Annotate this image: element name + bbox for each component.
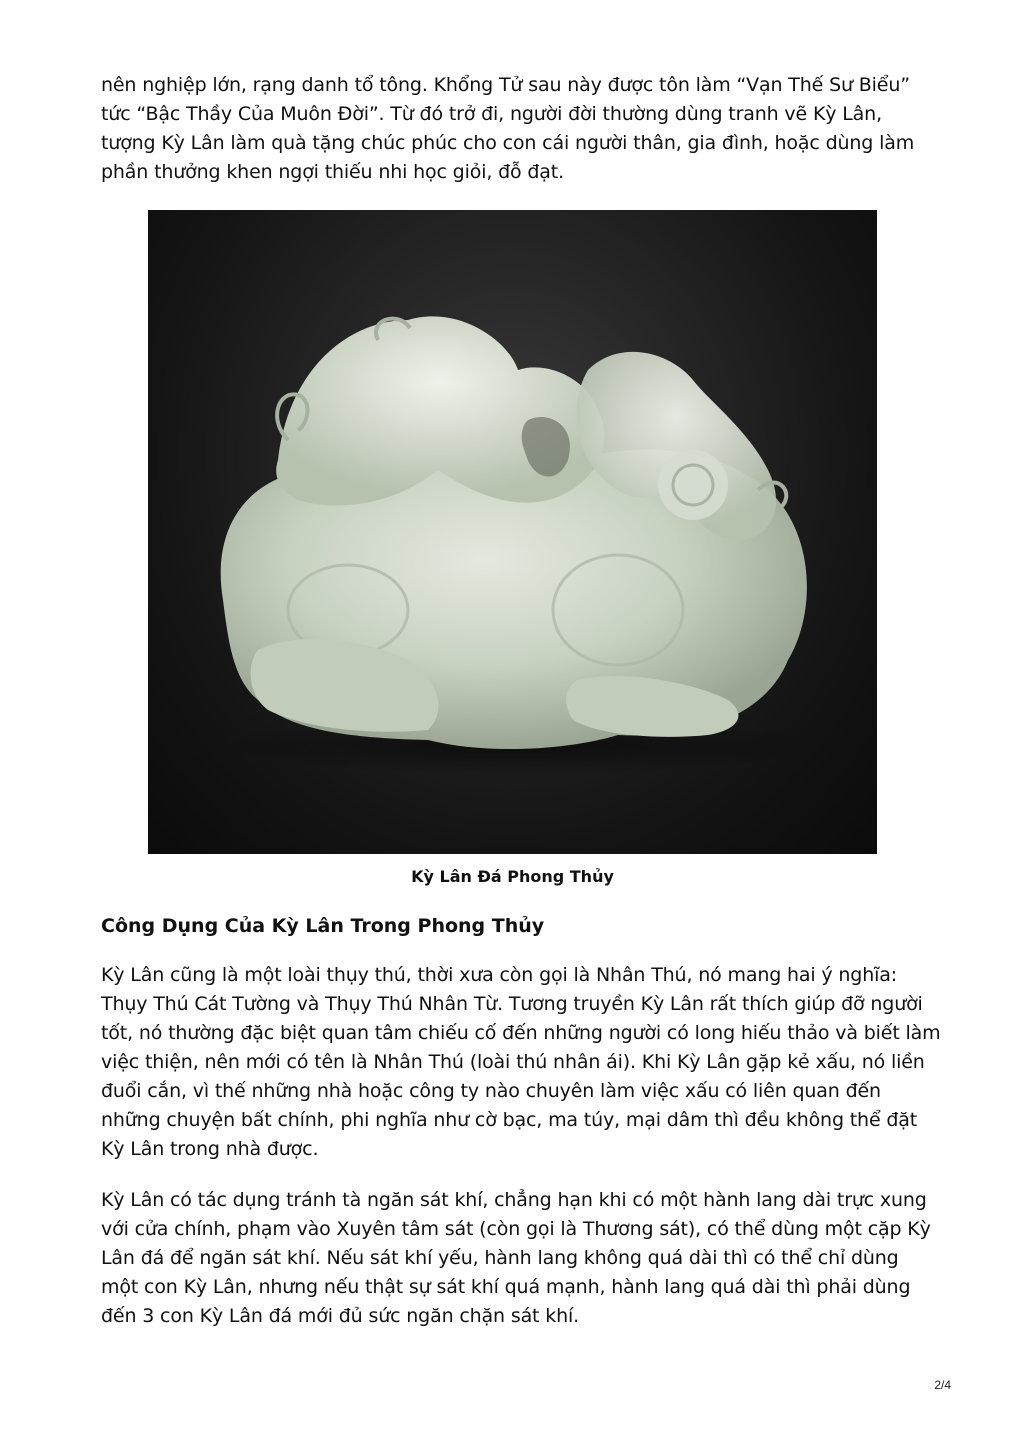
jade-qilin-photo bbox=[148, 210, 877, 854]
qilin-illustration bbox=[148, 210, 877, 854]
page-number: 2/4 bbox=[934, 1378, 951, 1392]
paragraph-meaning: Kỳ Lân cũng là một loài thụy thú, thời xưa còn gọi là Nhân Thú, nó mang hai ý nghĩa: Thụy Thú Cát Tường và Thụy Thú Nhân Từ. Tương truyền Kỳ Lân rất thích giúp đỡ người tốt, nó thường đặc biệt quan tâm chiếu cố đến những người có long hiếu thảo và biết làm việc thiện, nên mới có tên là Nhân Thú (loài thú nhân ái). Khi Kỳ Lân gặp kẻ xấu, nó liền đuổi cắn, vì thế những nhà hoặc công ty nào chuyên làm việc xấu có liên quan đến những chuyện bất chính, phi nghĩa như cờ bạc, ma túy, mại dâm thì đều không thể đặt Kỳ Lân trong nhà được. bbox=[101, 964, 941, 1160]
paragraph-usage: Kỳ Lân có tác dụng tránh tà ngăn sát khí, chẳng hạn khi có một hành lang dài trực xung với cửa chính, phạm vào Xuyên tâm sát (còn gọi là Thương sát), có thể dùng một cặp Kỳ Lân đá để ngăn sát khí. Nếu sát khí yếu, hành lang không quá dài thì có thể chỉ dùng một con Kỳ Lân, nhưng nếu thật sự sát khí quá mạnh, hành lang quá dài thì phải dùng đến 3 con Kỳ Lân đá mới đủ sức ngăn chặn sát khí. bbox=[101, 1189, 931, 1327]
paragraph-intro: nên nghiệp lớn, rạng danh tổ tông. Khổng Tử sau này được tôn làm “Vạn Thế Sư Biểu” tức “Bậc Thầy Của Muôn Đời”. Từ đó trở đi, người đời thường dùng tranh vẽ Kỳ Lân, tượng Kỳ Lân làm quà tặng chúc phúc cho con cái người thân, gia đình, hoặc dùng làm phần thưởng khen ngợi thiếu nhi học giỏi, đỗ đạt. bbox=[101, 74, 915, 183]
section-heading: Công Dụng Của Kỳ Lân Trong Phong Thủy bbox=[101, 915, 545, 937]
figure-caption: Kỳ Lân Đá Phong Thủy bbox=[411, 867, 614, 886]
